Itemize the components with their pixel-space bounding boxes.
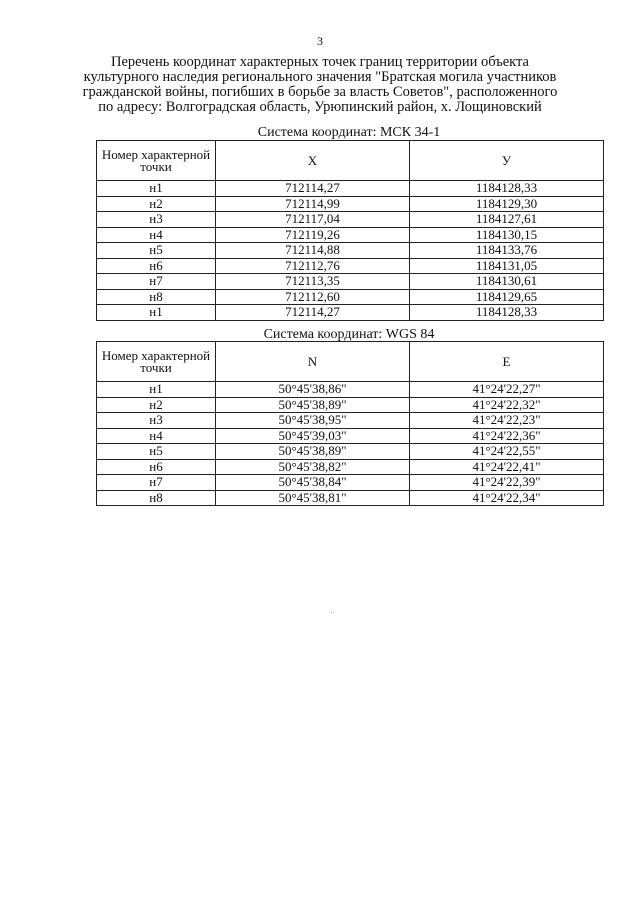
cell-point-number: н2 (97, 196, 216, 212)
table-row (97, 258, 604, 274)
cell-x: 712113,35 (216, 274, 410, 290)
table-header-row (97, 342, 604, 382)
wgs-table-caption: Система координат: WGS 84 (263, 327, 435, 342)
header-y: У (410, 141, 604, 181)
header-x: X (216, 141, 410, 181)
cell-point-number: н8 (97, 289, 216, 305)
cell-e: 41°24'22,41" (410, 459, 604, 475)
title-line: Перечень координат характерных точек границ территории объекта (111, 54, 529, 70)
cell-n: 50°45'38,95" (216, 413, 410, 429)
header-point-number: Номер характерной точки (97, 141, 216, 181)
wgs-coordinates-table (96, 341, 604, 506)
table-row (97, 212, 604, 228)
cell-e: 41°24'22,23" (410, 413, 604, 429)
title-line: по адресу: Волгоградская область, Урюпинский район, х. Лощиновский (98, 99, 542, 115)
msk-coordinates-table (96, 140, 604, 321)
cell-point-number: н4 (97, 227, 216, 243)
cell-n: 50°45'38,89" (216, 397, 410, 413)
cell-point-number: н5 (97, 243, 216, 259)
wgs-table-body (97, 382, 604, 506)
table-row (97, 444, 604, 460)
cell-n: 50°45'39,03" (216, 428, 410, 444)
table-row (97, 459, 604, 475)
cell-point-number: н4 (97, 428, 216, 444)
table-row (97, 181, 604, 197)
header-e: E (410, 342, 604, 382)
cell-x: 712112,76 (216, 258, 410, 274)
cell-y: 1184130,61 (410, 274, 604, 290)
cell-e: 41°24'22,39" (410, 475, 604, 491)
page-number: 3 (317, 34, 323, 48)
cell-point-number: н7 (97, 475, 216, 491)
cell-point-number: н2 (97, 397, 216, 413)
cell-e: 41°24'22,36" (410, 428, 604, 444)
cell-x: 712119,26 (216, 227, 410, 243)
cell-point-number: н3 (97, 212, 216, 228)
cell-e: 41°24'22,34" (410, 490, 604, 506)
table-row (97, 428, 604, 444)
msk-table-caption: Система координат: МСК 34-1 (257, 125, 441, 140)
cell-x: 712112,60 (216, 289, 410, 305)
table-row (97, 305, 604, 321)
cell-y: 1184133,76 (410, 243, 604, 259)
cell-e: 41°24'22,55" (410, 444, 604, 460)
cell-point-number: н6 (97, 258, 216, 274)
cell-y: 1184129,30 (410, 196, 604, 212)
cell-e: 41°24'22,27" (410, 382, 604, 398)
cell-x: 712114,99 (216, 196, 410, 212)
cell-point-number: н8 (97, 490, 216, 506)
cell-n: 50°45'38,82" (216, 459, 410, 475)
cell-x: 712114,27 (216, 305, 410, 321)
cell-y: 1184129,65 (410, 289, 604, 305)
cell-e: 41°24'22,32" (410, 397, 604, 413)
table-row (97, 397, 604, 413)
cell-n: 50°45'38,89" (216, 444, 410, 460)
cell-point-number: н7 (97, 274, 216, 290)
scan-speck (331, 612, 332, 613)
header-n: N (216, 342, 410, 382)
cell-point-number: н3 (97, 413, 216, 429)
table-row (97, 382, 604, 398)
title-line: гражданской войны, погибших в борьбе за власть Советов", расположенного (82, 84, 558, 100)
cell-n: 50°45'38,81" (216, 490, 410, 506)
cell-x: 712114,27 (216, 181, 410, 197)
cell-x: 712114,88 (216, 243, 410, 259)
cell-y: 1184128,33 (410, 305, 604, 321)
cell-x: 712117,04 (216, 212, 410, 228)
cell-point-number: н6 (97, 459, 216, 475)
cell-n: 50°45'38,86" (216, 382, 410, 398)
table-row (97, 289, 604, 305)
table-row (97, 274, 604, 290)
cell-point-number: н1 (97, 181, 216, 197)
table-row (97, 413, 604, 429)
msk-table-body (97, 181, 604, 321)
document-title (60, 55, 580, 115)
cell-point-number: н5 (97, 444, 216, 460)
cell-y: 1184127,61 (410, 212, 604, 228)
table-row (97, 196, 604, 212)
cell-point-number: н1 (97, 305, 216, 321)
cell-y: 1184130,15 (410, 227, 604, 243)
table-row (97, 243, 604, 259)
table-row (97, 475, 604, 491)
cell-y: 1184128,33 (410, 181, 604, 197)
table-row (97, 490, 604, 506)
cell-point-number: н1 (97, 382, 216, 398)
table-row (97, 227, 604, 243)
cell-y: 1184131,05 (410, 258, 604, 274)
cell-n: 50°45'38,84" (216, 475, 410, 491)
table-header-row (97, 141, 604, 181)
title-line: культурного наследия регионального значения "Братская могила участников (83, 69, 557, 85)
header-point-number: Номер характерной точки (97, 342, 216, 382)
